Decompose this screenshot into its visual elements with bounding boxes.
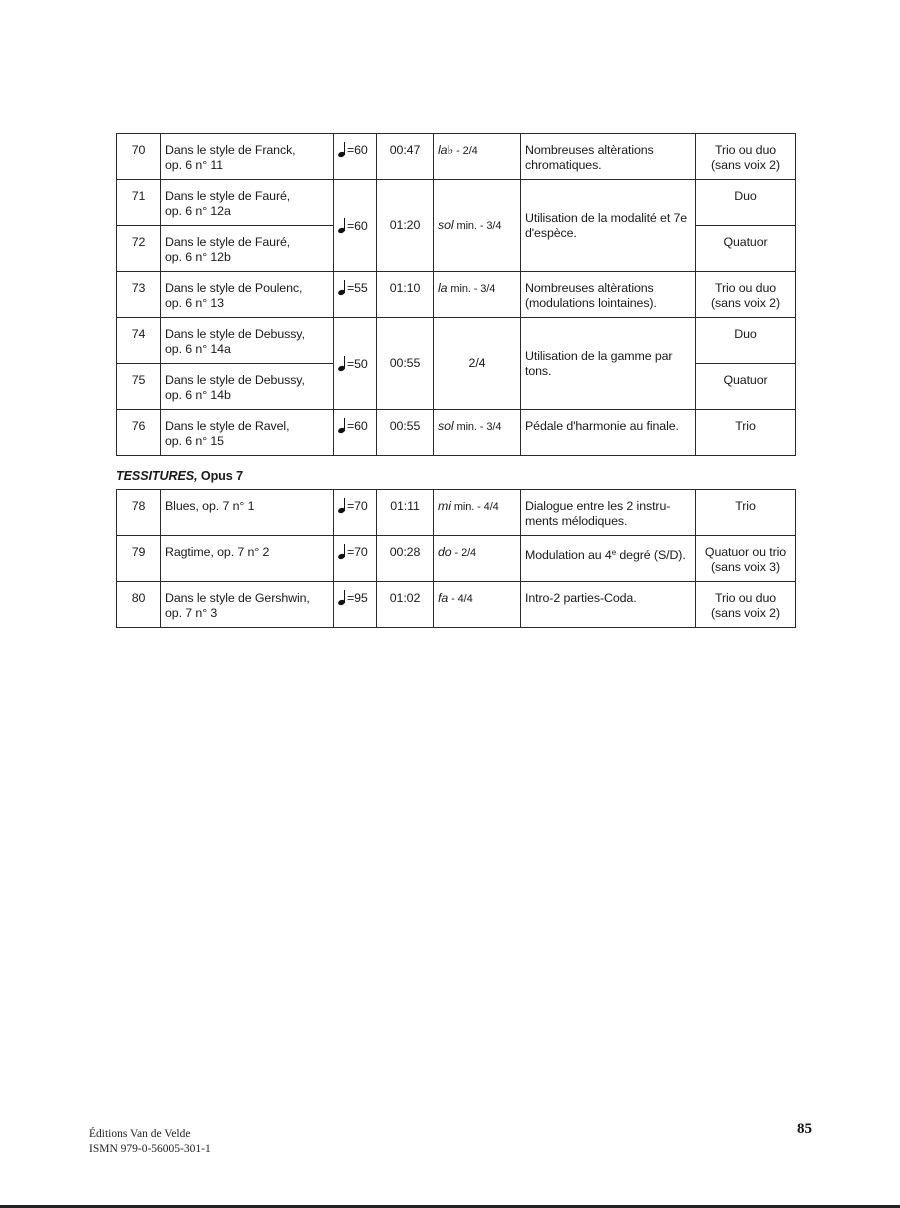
remarks: Dialogue entre les 2 instru-ments mélodiques. <box>521 490 696 536</box>
duration: 01:20 <box>377 180 434 272</box>
duration: 00:55 <box>377 318 434 410</box>
tempo-cell <box>334 582 377 628</box>
table-row <box>117 318 796 364</box>
duration: 00:55 <box>377 410 434 456</box>
remarks: Utilisation de la modalité et 7e d'espèce. <box>521 180 696 272</box>
quarter-note-icon <box>338 356 346 371</box>
piece-number: 71 <box>117 180 161 226</box>
tempo-value: =70 <box>347 499 368 513</box>
table-row <box>117 134 796 180</box>
tempo-cell <box>334 410 377 456</box>
remarks: Intro-2 parties-Coda. <box>521 582 696 628</box>
piece-number: 79 <box>117 536 161 582</box>
table-row <box>117 536 796 582</box>
quarter-note-icon <box>338 280 346 295</box>
duration: 00:47 <box>377 134 434 180</box>
tempo-cell <box>334 180 377 272</box>
ensemble: Quatuor <box>696 364 796 410</box>
works-table-opus-6 <box>116 133 796 456</box>
piece-title: Dans le style de Fauré, op. 6 n° 12a <box>161 180 334 226</box>
footer-publisher-block <box>89 1127 211 1156</box>
tempo-cell <box>334 490 377 536</box>
publisher-name: Éditions Van de Velde <box>89 1128 191 1140</box>
duration: 00:28 <box>377 536 434 582</box>
ensemble: Trio <box>696 490 796 536</box>
table-row <box>117 180 796 226</box>
section-heading-tessitures: TESSITURES, Opus 7 <box>116 469 243 483</box>
remarks: Nombreuses altèrations chromatiques. <box>521 134 696 180</box>
ensemble: Trio ou duo (sans voix 2) <box>696 134 796 180</box>
piece-title: Dans le style de Franck, op. 6 n° 11 <box>161 134 334 180</box>
piece-title: Dans le style de Fauré, op. 6 n° 12b <box>161 226 334 272</box>
table-row <box>117 582 796 628</box>
piece-number: 80 <box>117 582 161 628</box>
piece-title: Blues, op. 7 n° 1 <box>161 490 334 536</box>
piece-number: 74 <box>117 318 161 364</box>
ensemble: Quatuor <box>696 226 796 272</box>
ensemble: Trio ou duo (sans voix 2) <box>696 582 796 628</box>
quarter-note-icon <box>338 544 346 559</box>
piece-title: Dans le style de Gershwin, op. 7 n° 3 <box>161 582 334 628</box>
quarter-note-icon <box>338 590 346 605</box>
key-signature: fa - 4/4 <box>434 582 521 628</box>
tempo-value: =70 <box>347 545 368 559</box>
key-signature: 2/4 <box>434 318 521 410</box>
quarter-note-icon <box>338 418 346 433</box>
tempo-value: =60 <box>347 143 368 157</box>
piece-title: Dans le style de Debussy, op. 6 n° 14b <box>161 364 334 410</box>
tempo-value: =50 <box>347 356 368 371</box>
table-row <box>117 410 796 456</box>
quarter-note-icon <box>338 218 346 233</box>
key-signature: do - 2/4 <box>434 536 521 582</box>
remarks: Pédale d'harmonie au finale. <box>521 410 696 456</box>
piece-title: Ragtime, op. 7 n° 2 <box>161 536 334 582</box>
piece-number: 76 <box>117 410 161 456</box>
page-number: 85 <box>797 1121 812 1137</box>
quarter-note-icon <box>338 142 346 157</box>
piece-title: Dans le style de Poulenc, op. 6 n° 13 <box>161 272 334 318</box>
tempo-cell <box>334 134 377 180</box>
tempo-cell <box>334 318 377 410</box>
remarks: Utilisation de la gamme par tons. <box>521 318 696 410</box>
ensemble: Duo <box>696 318 796 364</box>
remarks: Modulation au 4e degré (S/D). <box>521 536 696 582</box>
table-row <box>117 490 796 536</box>
piece-title: Dans le style de Ravel, op. 6 n° 15 <box>161 410 334 456</box>
ensemble: Duo <box>696 180 796 226</box>
tempo-cell <box>334 536 377 582</box>
tempo-value: =60 <box>347 419 368 433</box>
key-signature: mi min. - 4/4 <box>434 490 521 536</box>
ensemble: Quatuor ou trio (sans voix 3) <box>696 536 796 582</box>
key-signature: sol min. - 3/4 <box>434 180 521 272</box>
ismn-code: ISMN 979-0-56005-301-1 <box>89 1142 211 1155</box>
duration: 01:02 <box>377 582 434 628</box>
tempo-cell <box>334 272 377 318</box>
tempo-value: =60 <box>347 218 368 233</box>
piece-title: Dans le style de Debussy, op. 6 n° 14a <box>161 318 334 364</box>
key-signature: la♭ - 2/4 <box>434 134 521 180</box>
key-signature: sol min. - 3/4 <box>434 410 521 456</box>
ensemble: Trio <box>696 410 796 456</box>
key-signature: la min. - 3/4 <box>434 272 521 318</box>
piece-number: 78 <box>117 490 161 536</box>
table-row <box>117 272 796 318</box>
quarter-note-icon <box>338 498 346 513</box>
piece-number: 70 <box>117 134 161 180</box>
works-table-opus-7 <box>116 489 796 628</box>
piece-number: 72 <box>117 226 161 272</box>
duration: 01:10 <box>377 272 434 318</box>
piece-number: 73 <box>117 272 161 318</box>
duration: 01:11 <box>377 490 434 536</box>
remarks: Nombreuses altèrations (modulations lointaines). <box>521 272 696 318</box>
ensemble: Trio ou duo (sans voix 2) <box>696 272 796 318</box>
tempo-value: =55 <box>347 281 368 295</box>
tempo-value: =95 <box>347 591 368 605</box>
piece-number: 75 <box>117 364 161 410</box>
